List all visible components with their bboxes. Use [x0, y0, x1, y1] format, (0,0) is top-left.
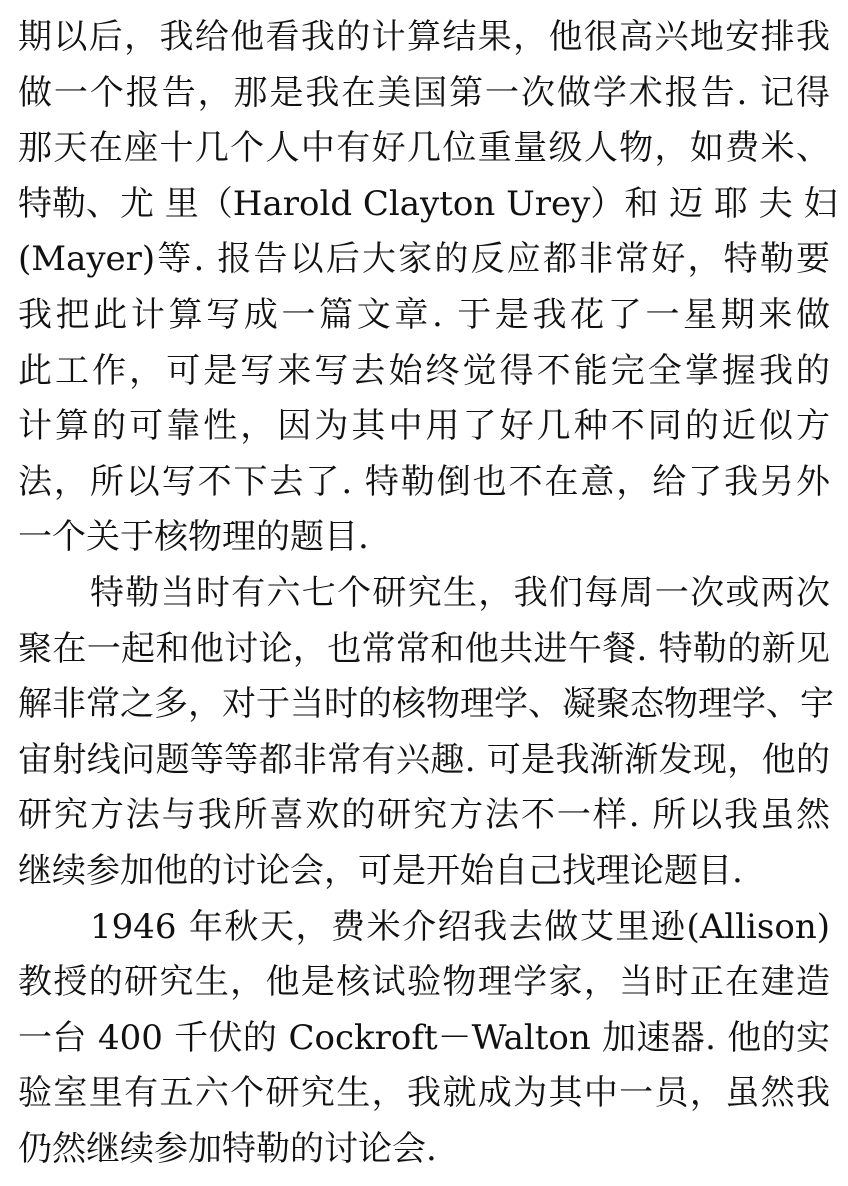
text-line: 仍然继续参加特勒的讨论会.	[18, 1129, 437, 1169]
paragraph-first-line: 特勒当时有六七个研究生，我们每周一次或两次	[90, 573, 830, 613]
text-line: 计算的可靠性，因为其中用了好几种不同的近似方	[18, 406, 830, 446]
text-line: 特勒、尤 里（Harold Clayton Urey）和 迈 耶 夫 妇	[18, 184, 838, 224]
text-line: 那天在座十几个人中有好几位重量级人物，如费米、	[18, 128, 830, 168]
text-line: 此工作，可是写来写去始终觉得不能完全掌握我的	[18, 351, 830, 391]
text-line: 一台 400 千伏的 Cockroft－Walton 加速器. 他的实	[18, 1018, 830, 1058]
paragraph-first-line: 1946 年秋天，费米介绍我去做艾里逊(Allison)	[90, 907, 830, 947]
text-line: 我把此计算写成一篇文章. 于是我花了一星期来做	[18, 295, 830, 335]
text-line: 宙射线问题等等都非常有兴趣. 可是我渐渐发现，他的	[18, 740, 830, 780]
text-line: 教授的研究生，他是核试验物理学家，当时正在建造	[18, 962, 830, 1002]
text-line: 一个关于核物理的题目.	[18, 517, 369, 557]
text-line: 做一个报告，那是我在美国第一次做学术报告. 记得	[18, 73, 830, 113]
text-line: 继续参加他的讨论会，可是开始自己找理论题目.	[18, 851, 743, 891]
text-line: 研究方法与我所喜欢的研究方法不一样. 所以我虽然	[18, 795, 830, 835]
text-line: 法，所以写不下去了. 特勒倒也不在意，给了我另外	[18, 462, 830, 502]
text-line: 解非常之多，对于当时的核物理学、凝聚态物理学、宇	[18, 684, 834, 724]
text-line: (Mayer)等. 报告以后大家的反应都非常好，特勒要	[18, 239, 830, 279]
text-line: 聚在一起和他讨论，也常常和他共进午餐. 特勒的新见	[18, 629, 830, 669]
text-line: 验室里有五六个研究生，我就成为其中一员，虽然我	[18, 1073, 830, 1113]
text-line: 期以后，我给他看我的计算结果，他很高兴地安排我	[18, 17, 830, 57]
